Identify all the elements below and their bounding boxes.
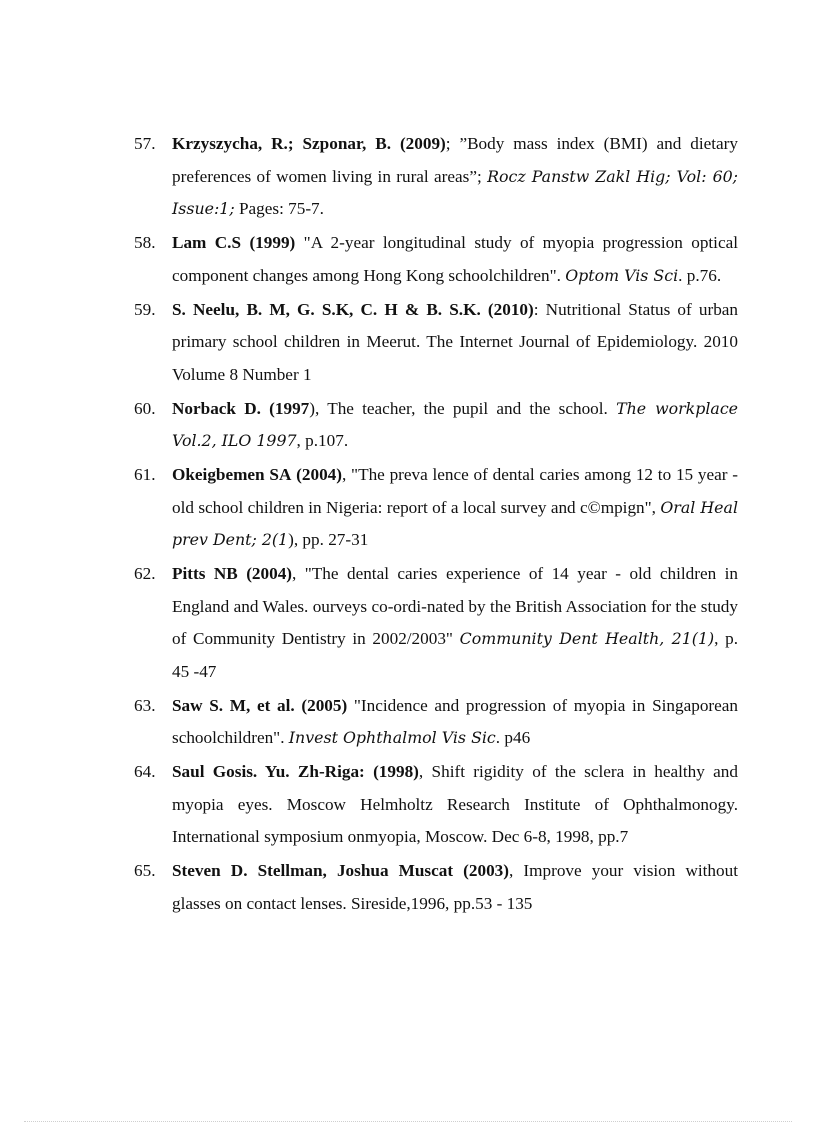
reference-text [172,393,738,458]
reference-pages: . p46 [495,728,531,747]
reference-authors-year: S. Neelu, B. M, G. S.K, C. H & B. S.K. (2010) [172,299,534,319]
reference-text [172,855,738,920]
reference-title: "A 2-year longitudinal study of myopia progression optical component changes among Hong Kong schoolchildren". [172,233,738,285]
reference-journal: The workplace Vol.2, ILO 1997 [172,398,739,450]
reference-number: 65. [134,861,156,880]
reference-title: , "The preva lence of dental caries among 12 to 15 year - old school children in Nigeria: report of a local survey and c©mpign", [172,465,738,517]
reference-journal: Community Dent Health, 21(1) [459,629,715,648]
reference-year: (1997 [269,398,310,418]
reference-journal: Invest Ophthalmol Vis Sic [288,728,496,747]
reference-number: 63. [134,695,156,715]
reference-year: (1999) [249,233,296,252]
reference-item [134,558,738,688]
reference-year: (2005) [301,695,348,715]
reference-item [134,690,738,755]
reference-authors: Lam C.S [172,233,242,252]
reference-number: 64. [134,762,156,781]
reference-title: , Shift rigidity of the sclera in healthy and myopia eyes. Moscow Helmholtz Research Institute of Ophthalmonogy. International symposium onmyopia, Moscow. Dec 6-8, 1998, pp.7 [172,762,738,846]
reference-item [134,227,738,292]
reference-text [172,756,738,854]
reference-item [134,855,738,920]
reference-title: : Nutritional Status of urban primary school children in Meerut. The Internet Journal of Epidemiology. 2010 Volume 8 Number 1 [172,299,739,384]
reference-item [134,459,738,557]
reference-pages: ), pp. 27-31 [288,530,369,549]
reference-journal: Optom Vis Sci [565,265,679,285]
reference-item [134,294,738,392]
reference-space [261,399,269,418]
reference-title: ; ”Body mass index (BMI) and dietary preferences of women living in rural areas”; [172,134,738,186]
reference-item [134,128,738,226]
reference-number: 57. [134,134,156,153]
reference-space [453,861,463,880]
reference-space [238,564,246,583]
reference-number: 62. [134,564,156,583]
reference-authors: Norback D. [172,398,261,418]
reference-authors: Saw S. M, et al. [172,695,295,715]
reference-title: "Incidence and progression of myopia in Singaporean schoolchildren". [172,695,738,747]
reference-year: (2004) [246,564,293,583]
reference-authors: Steven D. Stellman, Joshua Muscat [172,861,454,880]
reference-pages: Pages: 75-7. [234,199,324,218]
reference-number: 60. [134,398,156,418]
reference-title: , Improve your vision without glasses on contact lenses. Sireside,1996, pp.53 - 135 [172,861,738,913]
reference-text [172,227,738,292]
reference-authors: Pitts NB [172,564,238,583]
reference-pages: , p. 45 -47 [172,629,739,681]
reference-year: (2004) [296,465,342,484]
reference-text [172,459,738,557]
reference-list [134,128,738,922]
reference-pages: , p.107. [296,431,349,450]
reference-authors-year: Saul Gosis. Yu. Zh-Riga: (1998) [172,762,419,781]
reference-title: ), The teacher, the pupil and the school. [309,398,617,418]
reference-year: (2003) [463,861,509,880]
reference-item [134,756,738,854]
reference-number: 59. [134,299,156,319]
reference-authors-year: Krzyszycha, R.; Szponar, B. (2009) [172,134,446,153]
reference-title: , "The dental caries experience of 14 year - old children in England and Wales. ourveys co-ordi-nated by the British Association for the study of Community Dentistry in 2002/2003" [172,564,738,648]
page-bottom-dotted-border [24,1121,792,1122]
reference-authors: Okeigbemen SA [172,465,292,484]
reference-text [172,690,738,755]
reference-journal: Oral Heal prev Dent; 2(1 [172,497,738,549]
reference-journal: Rocz Panstw Zakl Hig; Vol: 60; Issue:1; [172,166,739,218]
reference-text [172,558,738,688]
reference-number: 61. [134,465,156,484]
reference-pages: . p.76. [678,265,722,285]
reference-text [172,294,738,392]
reference-number: 58. [134,233,156,252]
reference-item [134,393,738,458]
reference-text [172,128,738,226]
